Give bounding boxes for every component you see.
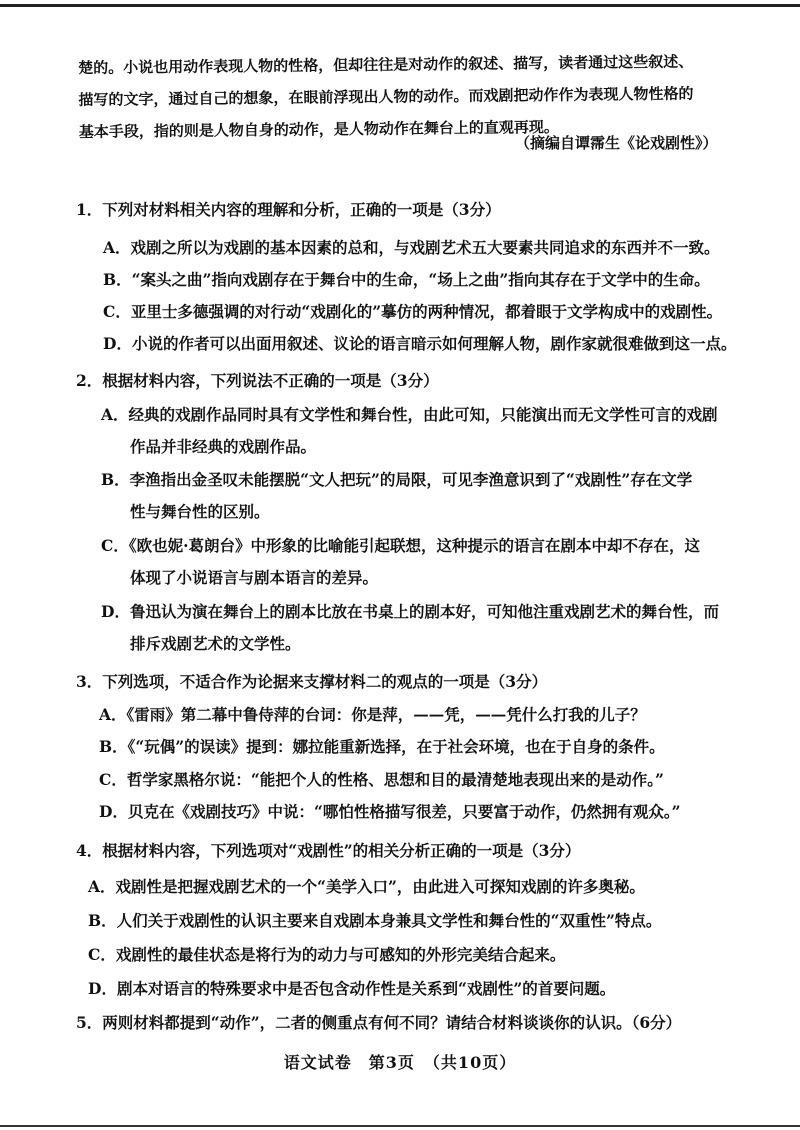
question-stem-text: 1．下列对材料相关内容的理解和分析，正确的一项是（3分）	[76, 200, 501, 219]
bottom-border-line	[0, 1125, 800, 1127]
question-3-stem	[76, 670, 547, 692]
question-1-option-c: C．亚里士多德强调的对行动“戏剧化的”摹仿的两种情况，都着眼于文学构成中的戏剧性。	[103, 302, 723, 321]
question-stem-text: 3．下列选项，不适合作为论据来支撑材料二的观点的一项是（3分）	[76, 672, 548, 691]
question-1-option-a: A．戏剧之所以为戏剧的基本因素的总和，与戏剧艺术五大要素共同追求的东西并不一致。	[103, 238, 720, 257]
question-stem-text: 4．根据材料内容，下列选项对“戏剧性”的相关分析正确的一项是（3分）	[76, 841, 581, 860]
intro-line: 楚的。小说也用动作表现人物的性格，但却往往是对动作的叙述、描写，读者通过这些叙述、	[78, 52, 694, 77]
intro-line: 基本手段，指的则是人物自身的动作，是人物动作在舞台上的直观再现。	[78, 117, 559, 141]
question-3-option-a: A．《雷雨》第二幕中鲁侍萍的台词：你是萍，——凭，——凭什么打我的儿子？	[99, 705, 646, 724]
question-5-stem	[76, 1011, 681, 1033]
question-4-option-b: B．人们关于戏剧性的认识主要来自戏剧本身兼具文学性和舞台性的“双重性”特点。	[88, 911, 662, 930]
top-border-line	[0, 4, 800, 7]
source-citation: （摘编自谭霈生《论戏剧性》）	[515, 134, 718, 152]
question-3-option-b: B．《“玩偶”的误读》提到：娜拉能重新选择，在于社会环境，也在于自身的条件。	[99, 737, 665, 756]
question-4-option-d: D．剧本对语言的特殊要求中是否包含动作性是关系到“戏剧性”的首要问题。	[88, 979, 616, 998]
question-1-option-d: D．小说的作者可以出面用叙述、议论的语言暗示如何理解人物，剧作家就很难做到这一点。	[103, 334, 737, 353]
question-2-option-d-line2: 排斥戏剧艺术的文学性。	[130, 634, 301, 653]
question-2-option-c-line2: 体现了小说语言与剧本语言的差异。	[130, 568, 379, 587]
question-1-stem	[76, 198, 501, 220]
question-2-option-a-line1: A．经典的戏剧作品同时具有文学性和舞台性，由此可知，只能演出而无文学性可言的戏剧	[101, 405, 718, 424]
question-2-option-c-line1: C．《欧也妮·葛朗台》中形象的比喻能引起联想，这种提示的语言在剧本中却不存在，这	[101, 536, 700, 555]
question-4-option-a: A．戏剧性是把握戏剧艺术的一个“美学入口”，由此进入可探知戏剧的许多奥秘。	[88, 877, 645, 896]
question-2-option-b-line1: B．李渔指出金圣叹未能摆脱“文人把玩”的局限，可见李渔意识到了“戏剧性”存在文学	[101, 470, 693, 489]
question-2-option-b-line2: 性与舞台性的区别。	[130, 502, 270, 521]
question-3-option-c: C．哲学家黑格尔说：“能把个人的性格、思想和目的最清楚地表现出来的是动作。”	[99, 770, 664, 789]
question-4-option-c: C．戏剧性的最佳状态是将行为的动力与可感知的外形完美结合起来。	[88, 945, 566, 964]
question-2-option-d-line1: D．鲁迅认为演在舞台上的剧本比放在书桌上的剧本好，可知他注重戏剧艺术的舞台性，而	[101, 602, 719, 621]
page-footer: 语文试卷 第3页 （共10页）	[283, 1053, 517, 1072]
intro-line: 描写的文字，通过自己的想象，在眼前浮现出人物的动作。而戏剧把动作作为表现人物性格的	[78, 84, 694, 109]
question-2-option-a-line2: 作品并非经典的戏剧作品。	[130, 437, 317, 456]
question-2-stem	[76, 369, 439, 391]
question-3-option-d: D．贝克在《戏剧技巧》中说：“哪怕性格描写很差，只要富于动作，仍然拥有观众。”	[99, 802, 681, 821]
question-stem-text: 5．两则材料都提到“动作”，二者的侧重点有何不同？请结合材料谈谈你的认识。（6分）	[76, 1013, 682, 1032]
question-stem-text: 2．根据材料内容，下列说法不正确的一项是（3分）	[76, 371, 439, 390]
question-1-option-b: B．“案头之曲”指向戏剧存在于舞台中的生命，“场上之曲”指向其存在于文学中的生命。	[103, 270, 710, 289]
question-4-stem	[76, 839, 580, 861]
